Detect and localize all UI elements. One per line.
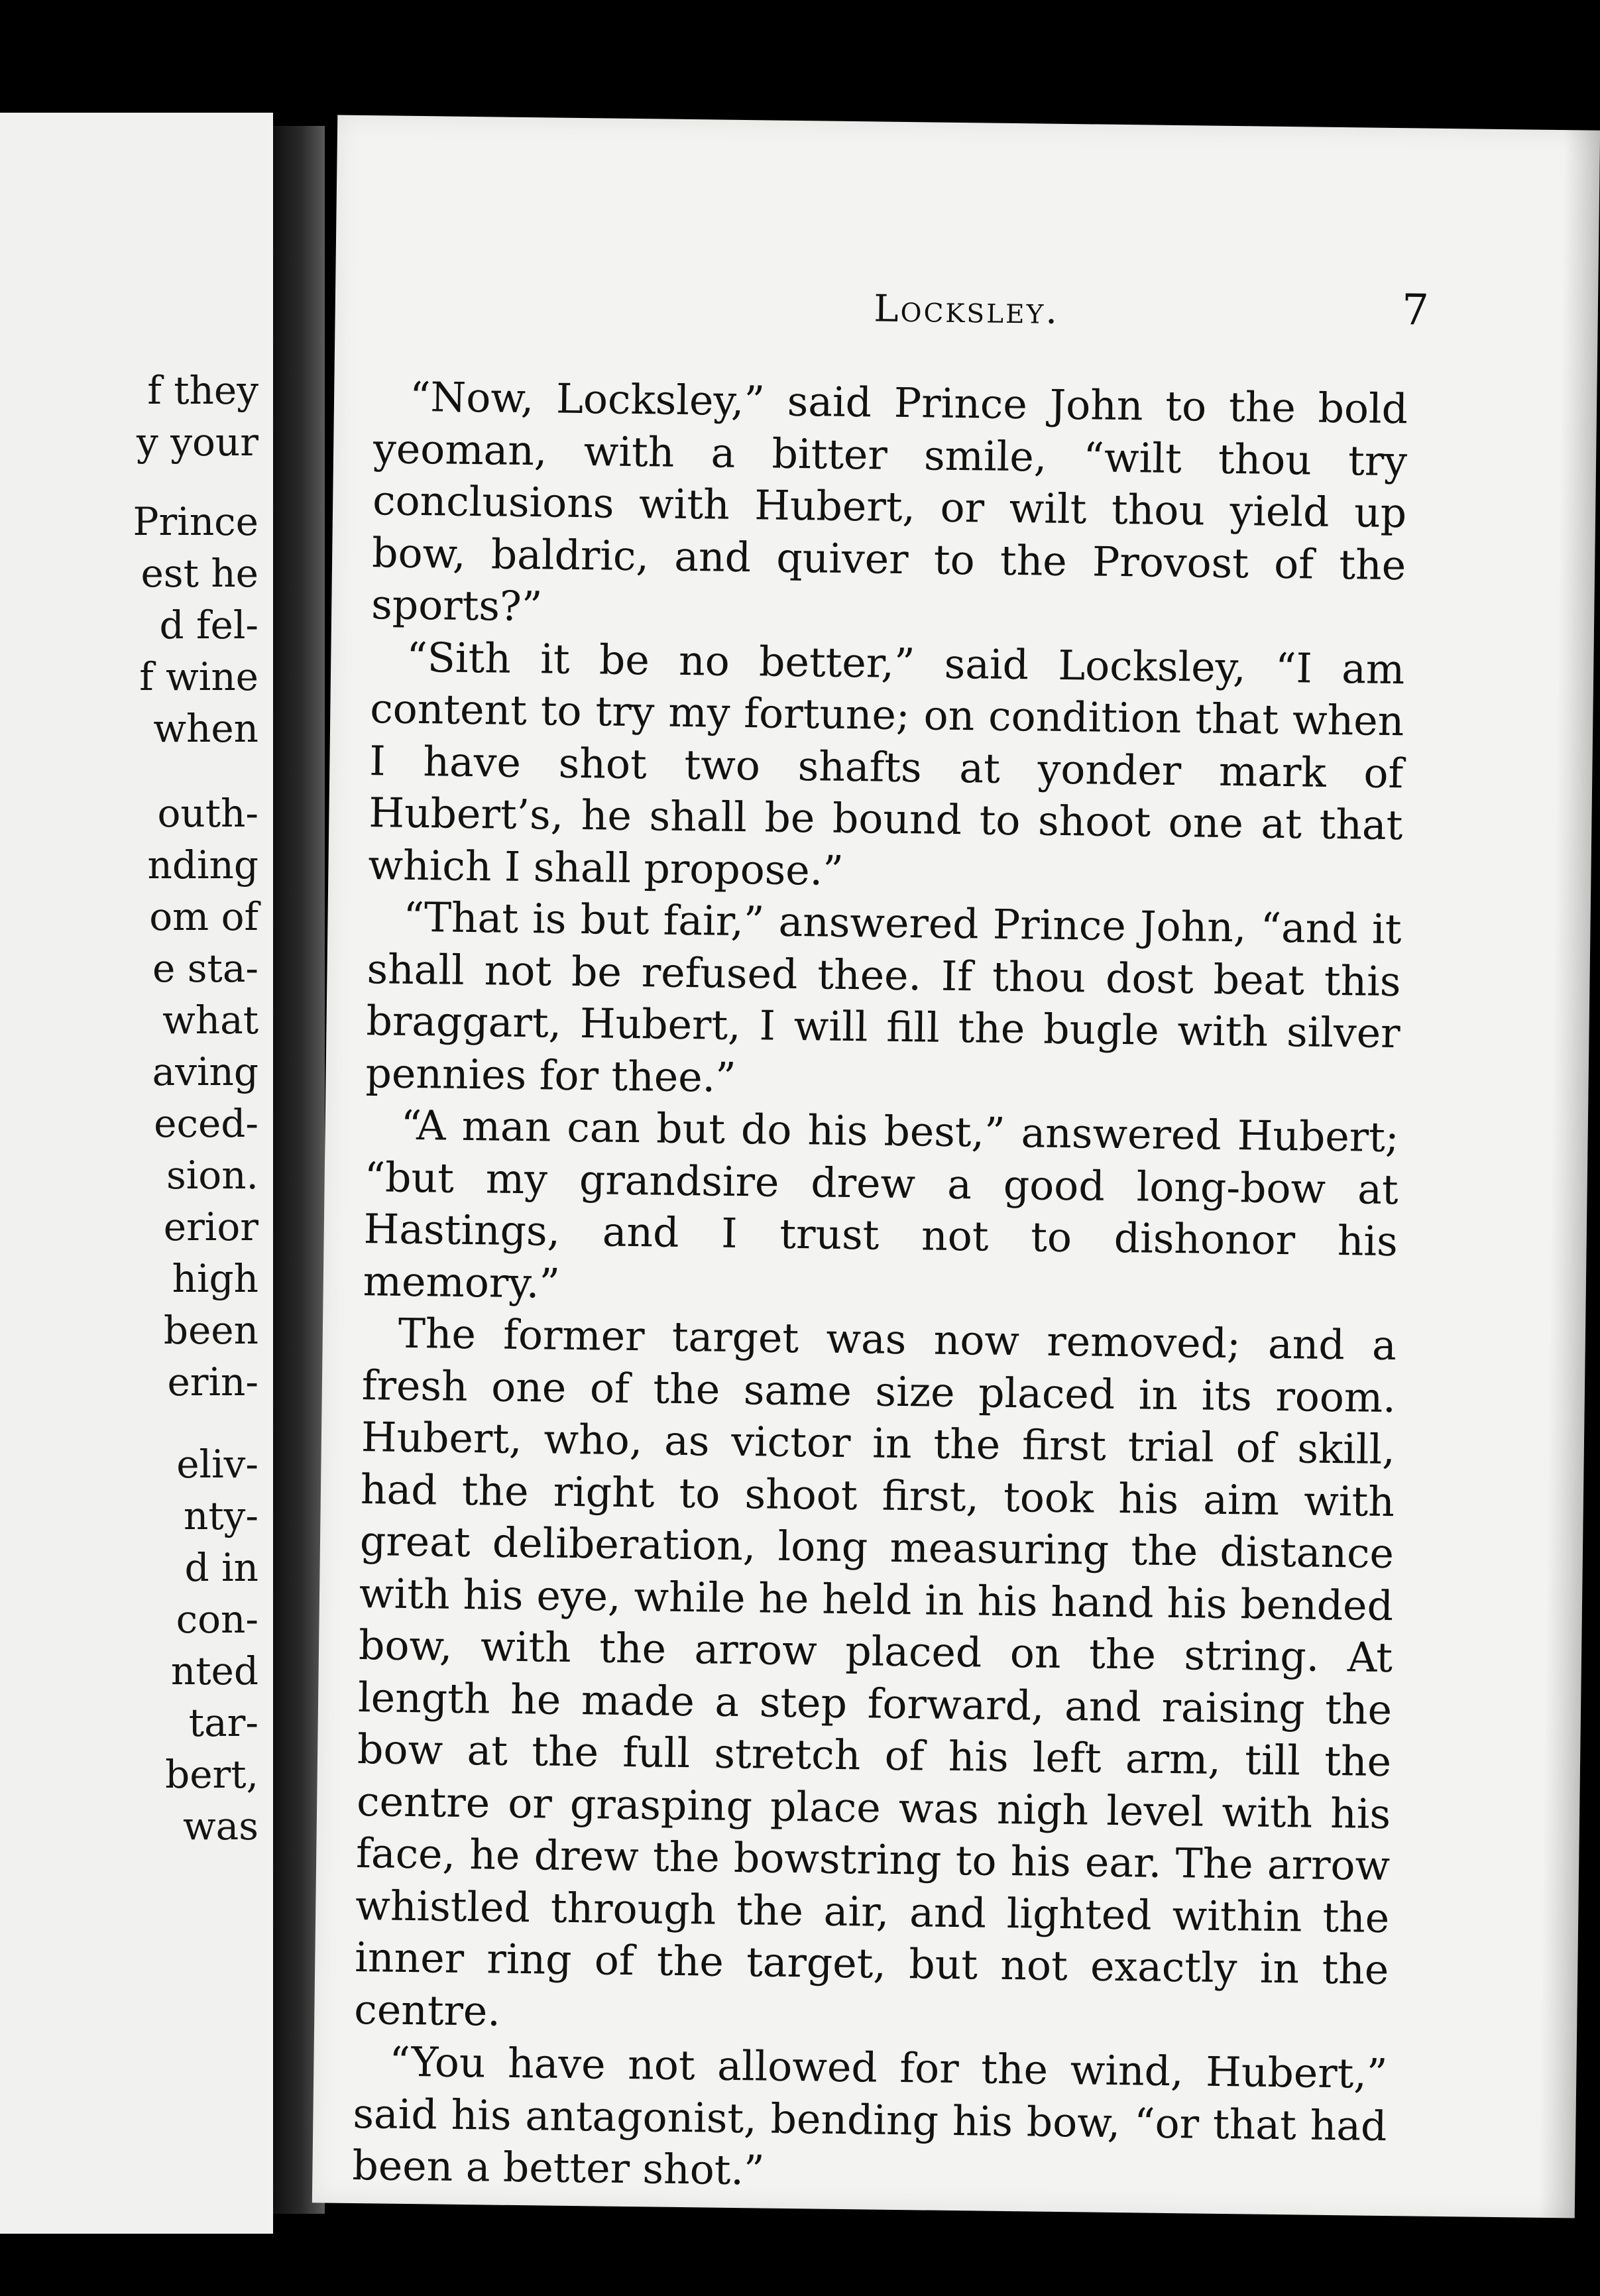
paragraph: “Now, Locksley,” said Prince John to the bold yeoman, with a bitter smile, “wilt thou try conclusions with Hubert, or wilt thou yield up bow, baldric, and quiver to the Provost of the sports?”	[371, 373, 1408, 631]
book-page	[312, 115, 1600, 2218]
previous-page-line: om of	[149, 894, 258, 939]
previous-page-line: y your	[137, 420, 258, 465]
previous-page-line: con-	[176, 1597, 258, 1642]
previous-page-line: been	[163, 1308, 258, 1353]
previous-page-line: Prince	[133, 499, 258, 544]
previous-page-line: was	[183, 1804, 258, 1849]
paragraph: “A man can but do his best,” answered Hubert; “but my grandsire drew a good long-bow at Hastings, and I trust not to dishonor his memory.”	[363, 1101, 1400, 1308]
previous-page-line: what	[162, 998, 258, 1043]
previous-page-line: bert,	[165, 1752, 258, 1797]
previous-page-line: high	[172, 1256, 258, 1301]
running-head: Locksley.	[874, 287, 1060, 333]
previous-page-line: sion.	[166, 1153, 258, 1198]
previous-page-line: tar-	[188, 1700, 258, 1745]
previous-page-line: aving	[152, 1049, 258, 1094]
previous-page-line: outh-	[157, 791, 258, 836]
page-edge-shadow	[1538, 130, 1600, 2218]
paragraph: “You have not allowed for the wind, Hubert,” said his antagonist, bending his bow, “or that had been a better shot.”	[352, 2038, 1388, 2195]
page-number: 7	[1401, 286, 1430, 335]
page-body	[352, 371, 1408, 2204]
previous-page-line: nty-	[183, 1493, 258, 1538]
paragraph: “That is but fair,” answered Prince John, “and it shall not be refused thee. If thou dost beat this braggart, Hubert, I will fill the bugle with silver pennies for thee.”	[365, 893, 1402, 1102]
paragraph: “Sith it be no better,” said Locksley, “I am content to try my fortune; on condition that when I have shot two shafts at yonder mark of Hubert’s, he shall be bound to shoot one at that which I shall propose.”	[368, 633, 1405, 895]
previous-page-line: erior	[163, 1204, 258, 1249]
previous-page-line: when	[153, 706, 258, 751]
paragraph: The former target was now removed; and a fresh one of the same size placed in its room. Hubert, who, as victor in the first trial of skill, had the right to shoot first, took his aim with great deliberation, long measuring the distance with his eye, while he held in his hand his bended bow, with the arrow placed on the string. At length he made a step forward, and raising the bow at the full stretch of his left arm, till the centre or grasping place was nigh level with his face, he drew the bowstring to his ear. The arrow whistled through the air, and lighted within the inner ring of the target, but not exactly in the centre.	[353, 1309, 1397, 2036]
previous-page-line: f wine	[139, 654, 258, 699]
previous-page-line: erin-	[167, 1359, 258, 1405]
previous-page-line: d fel-	[159, 603, 258, 648]
previous-page-line: nted	[170, 1648, 258, 1693]
previous-page-line: eliv-	[176, 1442, 258, 1487]
previous-page-line: f they	[147, 368, 258, 413]
previous-page-line: eced-	[154, 1101, 258, 1146]
previous-page-line: est he	[141, 551, 258, 596]
previous-page	[0, 113, 273, 2234]
previous-page-line: e sta-	[152, 946, 258, 991]
previous-page-line: nding	[147, 842, 258, 888]
previous-page-line: d in	[184, 1545, 258, 1590]
